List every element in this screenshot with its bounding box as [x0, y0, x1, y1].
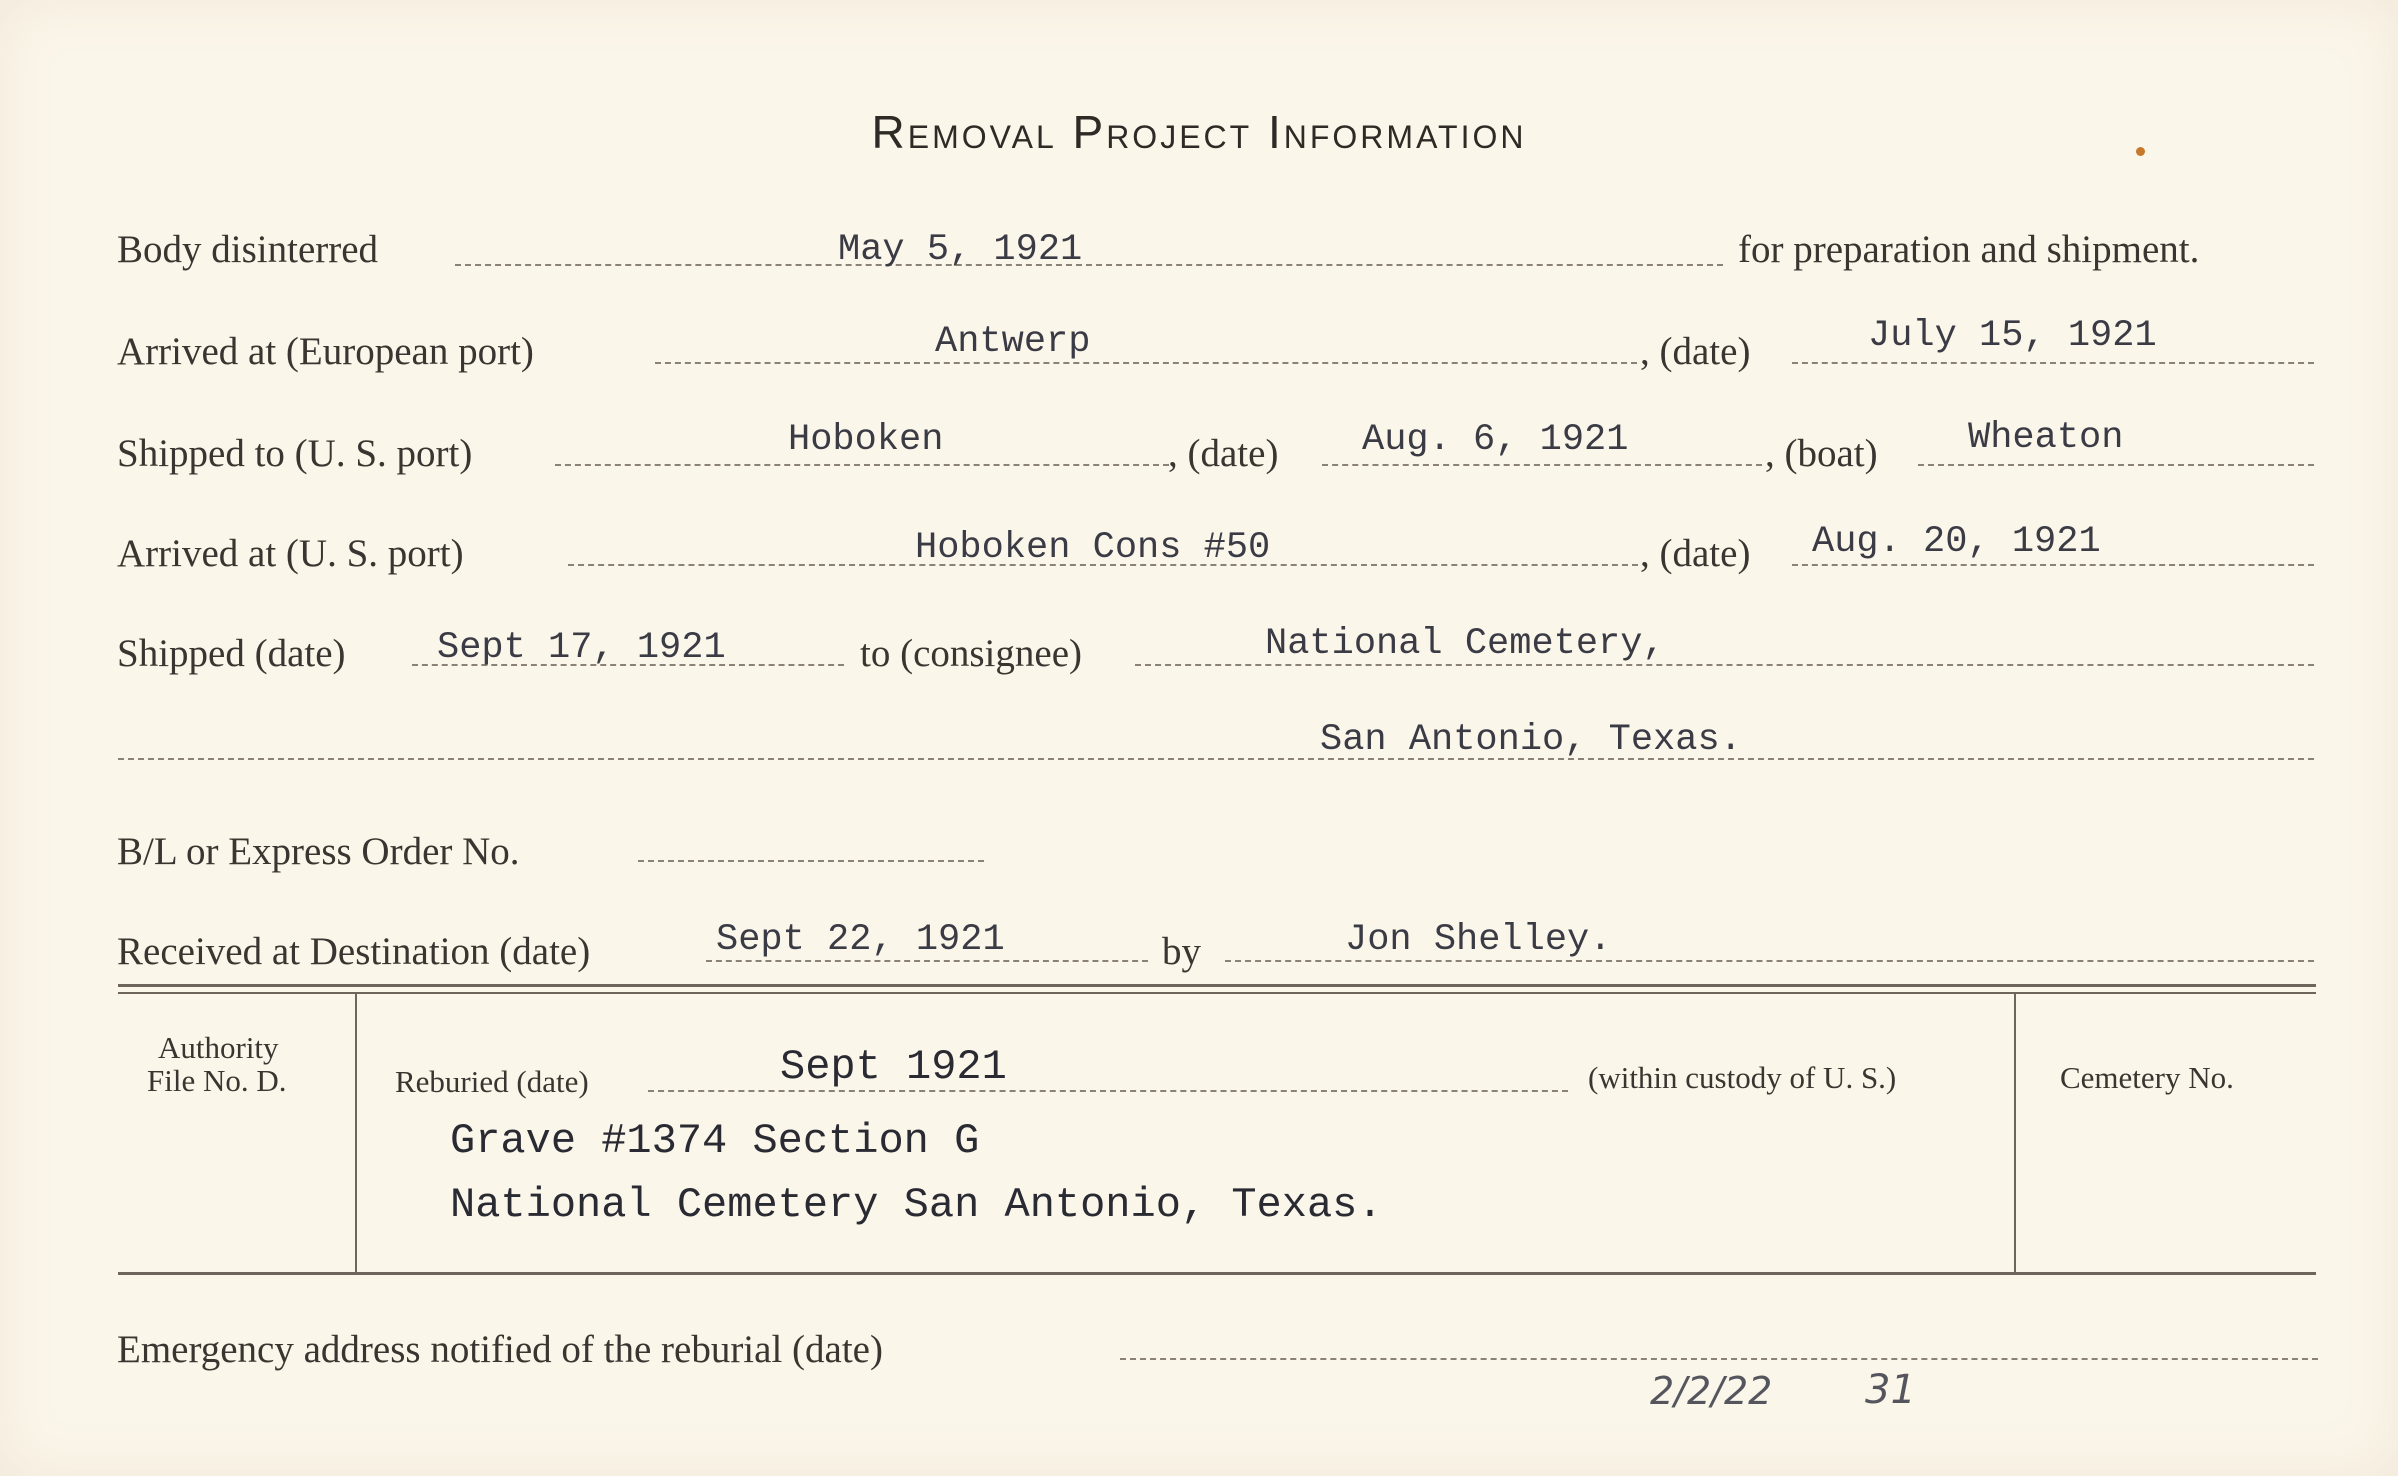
received-by: Jon Shelley.: [1345, 919, 1612, 961]
arrived-us-date: Aug. 20, 1921: [1812, 521, 2101, 563]
arrived-europe-date-label: , (date): [1640, 330, 1751, 373]
box-right-divider: [2014, 994, 2016, 1272]
shipped-us-date: Aug. 6, 1921: [1362, 419, 1629, 461]
consignee-line-1: National Cemetery,: [1265, 623, 1665, 665]
bl-line: [638, 860, 984, 862]
box-left-divider: [355, 994, 357, 1272]
cemetery-no-label: Cemetery No.: [2060, 1060, 2234, 1095]
arrived-europe-value: Antwerp: [935, 321, 1091, 363]
arrived-europe-date: July 15, 1921: [1868, 315, 2157, 357]
disinterred-suffix: for preparation and shipment.: [1738, 228, 2200, 271]
disinterred-line: [455, 264, 1723, 266]
shipped-us-date-label: , (date): [1168, 432, 1279, 475]
arrived-europe-line: [655, 362, 1637, 364]
emergency-date: 2/2/22: [1650, 1369, 1773, 1413]
emergency-line: [1120, 1358, 2318, 1360]
shipped-label: Shipped (date): [117, 632, 346, 675]
box-top-rule: [118, 984, 2316, 987]
shipped-us-boat: Wheaton: [1968, 417, 2124, 459]
shipped-us-date-line: [1322, 464, 1762, 466]
box-bottom-rule: [118, 1272, 2316, 1275]
arrived-us-label: Arrived at (U. S. port): [117, 532, 464, 575]
reburied-label: Reburied (date): [395, 1064, 589, 1099]
authority-file-label: File No. D.: [147, 1063, 287, 1098]
received-date: Sept 22, 1921: [716, 919, 1005, 961]
arrived-europe-label: Arrived at (European port): [117, 330, 534, 373]
bl-label: B/L or Express Order No.: [117, 830, 520, 873]
reburied-date: Sept 1921: [780, 1043, 1007, 1091]
shipped-us-label: Shipped to (U. S. port): [117, 432, 473, 475]
arrived-us-date-label: , (date): [1640, 532, 1751, 575]
emergency-label: Emergency address notified of the reburial (date): [117, 1328, 883, 1371]
ink-spot: [2136, 147, 2145, 156]
box-top-rule-2: [118, 992, 2316, 994]
shipped-us-line: [555, 464, 1169, 466]
emergency-initials: 31: [1865, 1367, 1916, 1413]
cemetery-line: National Cemetery San Antonio, Texas.: [450, 1181, 1383, 1229]
shipped-us-boat-label: , (boat): [1765, 432, 1878, 475]
authority-label: Authority: [158, 1030, 279, 1065]
consignee-label: to (consignee): [860, 632, 1083, 675]
grave-line: Grave #1374 Section G: [450, 1117, 980, 1165]
arrived-us-value: Hoboken Cons #50: [915, 527, 1271, 569]
received-label: Received at Destination (date): [117, 930, 591, 973]
consignee-line-2-rule: [118, 758, 2314, 760]
disinterred-value: May 5, 1921: [838, 229, 1083, 271]
shipped-us-boat-line: [1918, 464, 2314, 466]
shipped-us-value: Hoboken: [788, 419, 944, 461]
arrived-us-date-line: [1792, 564, 2314, 566]
shipped-date: Sept 17, 1921: [437, 627, 726, 669]
received-by-label: by: [1162, 930, 1201, 973]
disinterred-label: Body disinterred: [117, 228, 379, 271]
arrived-europe-date-line: [1792, 362, 2314, 364]
card-title: Removal Project Information: [871, 106, 1527, 158]
consignee-line-2: San Antonio, Texas.: [1320, 719, 1742, 761]
custody-label: (within custody of U. S.): [1588, 1060, 1897, 1095]
